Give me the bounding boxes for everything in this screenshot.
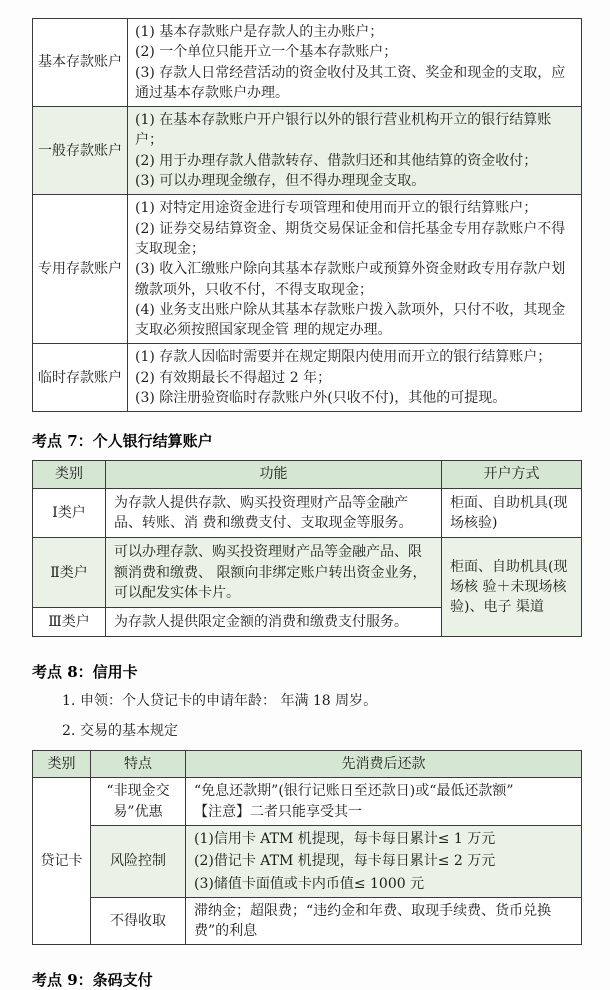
rule-line: 滞纳金；超限费；“违约金和年费、取现手续费、货币兑换费”的利息: [194, 902, 552, 940]
rule-line: “免息还款期”(银行记账日至还款日)或“最低还款额”: [194, 783, 514, 800]
account-desc-cell: [128, 195, 582, 344]
section-heading-kaodian-7: 考点 7：个人银行结算账户: [32, 432, 213, 451]
table-row: [33, 107, 582, 195]
table-row: [33, 488, 582, 538]
function-cell: 为存款人提供存款、购买投资理财产品等金融产品、转账、消 费和缴费支付、支取现金等服务。: [106, 488, 442, 538]
desc-line: (4) 业务支出账户除从其基本存款账户拨入款项外，只付不收，其现金支取必须按照国家现金管 理的规定办理。: [135, 301, 566, 339]
rule-line: (2)借记卡 ATM 机提现，每卡每日累计≤ 2 万元: [194, 853, 496, 870]
col-header-open-method: 开户方式: [442, 461, 582, 488]
table-row: [33, 825, 582, 897]
open-method-cell: 柜面、自助机具(现场核验): [442, 488, 582, 538]
numbered-item: [62, 721, 581, 741]
col-header-category: 类别: [33, 751, 91, 778]
rule-line: (3)储值卡面值或卡内币值≤ 1000 元: [194, 875, 425, 892]
account-type-cell: 专用存款账户: [33, 195, 128, 344]
feature-cell: “非现金交易”优惠: [91, 778, 186, 826]
desc-line: (3) 存款人日常经营活动的资金收付及其工资、奖金和现金的支取，应通过基本存款账户办理。: [135, 64, 566, 101]
function-cell: 可以办理存款、购买投资理财产品等金融产品、限额消费和缴费、 限额向非绑定账户转出资金业务，可以配发实体卡片。: [106, 538, 442, 608]
personal-settlement-account-table: [32, 460, 582, 637]
rule-cell: [186, 778, 582, 826]
table-header-row: [33, 751, 582, 778]
rule-cell: [186, 825, 582, 897]
item-number: 2.: [62, 722, 76, 739]
function-cell: 为存款人提供限定金额的消费和缴费支付服务。: [106, 608, 442, 637]
table-row: [33, 778, 582, 826]
item-text: 交易的基本规定: [80, 722, 178, 739]
card-type-merged-cell: 贷记卡: [33, 778, 91, 945]
account-type-cell: 基本存款账户: [33, 19, 128, 107]
numbered-item: [62, 691, 581, 711]
open-method-merged-cell: 柜面、自助机具(现场核 验＋未现场核验)、电子 渠道: [442, 538, 582, 637]
desc-line: (1) 基本存款账户是存款人的主办账户；: [135, 24, 384, 40]
account-type-cell: 一般存款账户: [33, 107, 128, 195]
account-desc-cell: [128, 19, 582, 107]
item-text: 申领：个人贷记卡的申请年龄： 年满 18 周岁。: [80, 693, 378, 710]
table-row: [33, 19, 582, 107]
deposit-account-types-table: [32, 18, 582, 412]
account-class-cell: Ⅰ类户: [33, 488, 106, 538]
desc-line: (2) 一个单位只能开立一个基本存款账户；: [135, 44, 398, 61]
col-header-feature: 特点: [91, 751, 186, 778]
desc-line: (3) 收入汇缴账户除向其基本存款账户或预算外资金财政专用存款户划缴款项外，只收不付，不得支取现金；: [135, 261, 566, 298]
table-row: [33, 344, 582, 412]
feature-cell: 风险控制: [91, 825, 186, 897]
col-header-rule: 先消费后还款: [186, 751, 582, 778]
col-header-category: 类别: [33, 461, 106, 488]
account-class-cell: Ⅱ类户: [33, 538, 106, 608]
table-row: [33, 195, 582, 344]
desc-line: (3) 可以办理现金缴存，但不得办理现金支取。: [135, 173, 426, 190]
section-heading-kaodian-8: 考点 8：信用卡: [32, 663, 138, 682]
table-row: [33, 538, 582, 608]
section-heading-kaodian-9: 考点 9：条码支付: [32, 971, 153, 990]
item-number: 1.: [62, 693, 76, 710]
rule-cell: [186, 897, 582, 945]
rule-line: (1)信用卡 ATM 机提现，每卡每日累计≤ 1 万元: [194, 830, 496, 847]
account-desc-cell: [128, 107, 582, 195]
col-header-function: 功能: [106, 461, 442, 488]
credit-card-notes-list: [32, 691, 581, 741]
desc-line: (2) 有效期最长不得超过 2 年；: [135, 369, 332, 386]
feature-cell: 不得收取: [91, 897, 186, 945]
rule-line: 【注意】二者只能享受其一: [194, 803, 362, 820]
desc-line: (1) 对特定用途资金进行专项管理和使用而开立的银行结算账户；: [135, 200, 538, 217]
account-desc-cell: [128, 344, 582, 412]
desc-line: (1) 存款人因临时需要并在规定期限内使用而开立的银行结算账户；: [135, 349, 552, 366]
credit-card-rules-table: [32, 750, 582, 945]
account-class-cell: Ⅲ类户: [33, 608, 106, 637]
desc-line: (2) 证券交易结算资金、期货交易保证金和信托基金专用存款账户不得支取现金；: [135, 220, 566, 257]
table-row: [33, 897, 582, 945]
desc-line: (2) 用于办理存款人借款转存、借款归还和其他结算的资金收付；: [135, 152, 538, 169]
table-header-row: [33, 461, 582, 488]
desc-line: (3) 除注册验资临时存款账户外(只收不付)，其他的可提现。: [135, 390, 507, 407]
account-type-cell: 临时存款账户: [33, 344, 128, 412]
desc-line: (1) 在基本存款账户开户银行以外的银行营业机构开立的银行结算账户；: [135, 112, 552, 149]
